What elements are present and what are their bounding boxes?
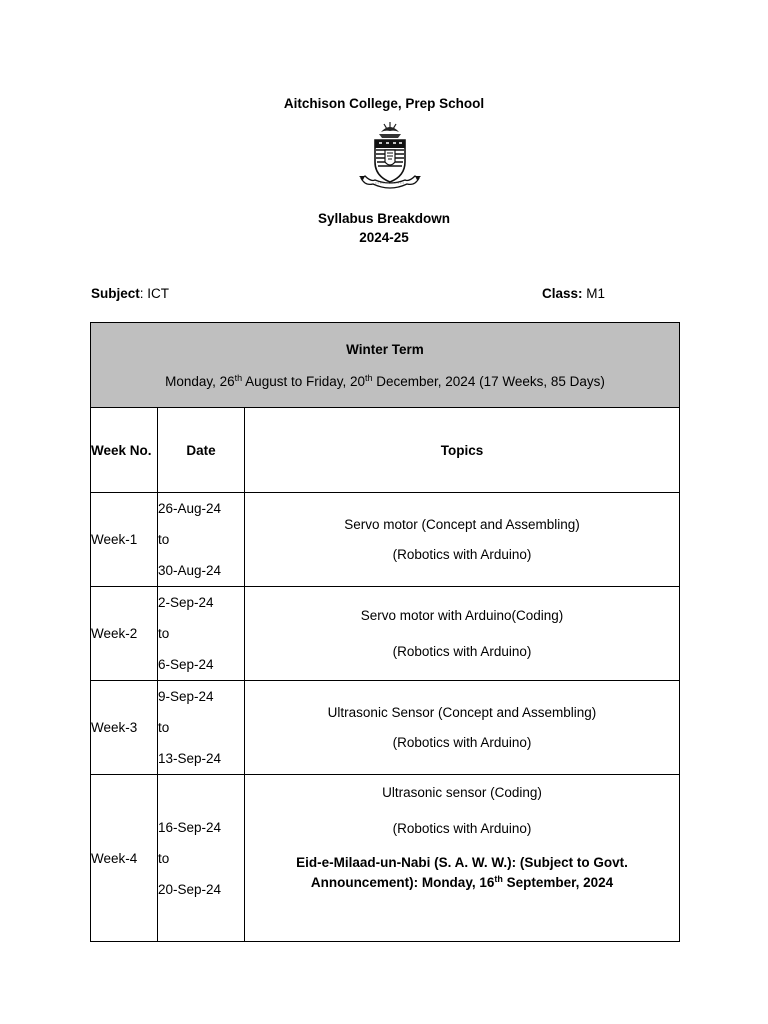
title-text: Syllabus Breakdown (317, 211, 451, 226)
table-row (91, 587, 680, 681)
school-name: Aitchison College, Prep School (283, 96, 485, 111)
class-line (542, 286, 605, 301)
subtopic-text: (Robotics with Arduino) (392, 734, 532, 750)
class-value: M1 (586, 286, 606, 301)
subtopic-text: (Robotics with Arduino) (392, 546, 532, 562)
topic-cell (245, 681, 680, 775)
class-label: Class: (542, 286, 583, 301)
column-header-topics: Topics (245, 408, 680, 493)
holiday-note: Eid-e-Milaad-un-Nabi (S. A. W. W.): (Subject to Govt. Announcement): Monday, 16th September, 2024 (296, 855, 628, 890)
title-year: 2024-25 (359, 230, 409, 245)
school-crest-logo (351, 120, 429, 198)
document-title (0, 209, 768, 247)
topic-text: Servo motor with Arduino(Coding) (360, 607, 564, 623)
column-header-week: Week No. (91, 408, 158, 493)
table-row (91, 493, 680, 587)
topic-text: Ultrasonic sensor (Coding) (382, 785, 542, 800)
week-cell: Week-1 (91, 493, 158, 587)
week-cell: Week-2 (91, 587, 158, 681)
table-row (91, 775, 680, 942)
term-date-range: Monday, 26th August to Friday, 20th December, 2024 (17 Weeks, 85 Days) (165, 372, 605, 389)
date-cell: 9-Sep-24 to 13-Sep-24 (158, 681, 245, 775)
topic-text: Servo motor (Concept and Assembling) (344, 516, 580, 532)
syllabus-table (90, 322, 680, 942)
column-header-date: Date (158, 408, 245, 493)
subject-value: ICT (147, 286, 170, 301)
date-cell: 16-Sep-24 to 20-Sep-24 (158, 775, 245, 942)
subject-line: Subject: ICT (91, 286, 170, 301)
term-header (91, 323, 680, 408)
subject-label: Subject (91, 286, 140, 301)
date-cell: 26-Aug-24 to 30-Aug-24 (158, 493, 245, 587)
topic-cell (245, 775, 680, 942)
topic-cell (245, 493, 680, 587)
table-row (91, 681, 680, 775)
week-cell: Week-3 (91, 681, 158, 775)
topic-cell (245, 587, 680, 681)
week-cell: Week-4 (91, 775, 158, 942)
subtopic-text: (Robotics with Arduino) (392, 821, 532, 836)
term-name: Winter Term (346, 341, 424, 357)
topic-text: Ultrasonic Sensor (Concept and Assembling) (327, 704, 597, 720)
subtopic-text: (Robotics with Arduino) (392, 643, 532, 659)
date-cell: 2-Sep-24 to 6-Sep-24 (158, 587, 245, 681)
column-header-row (91, 408, 680, 493)
